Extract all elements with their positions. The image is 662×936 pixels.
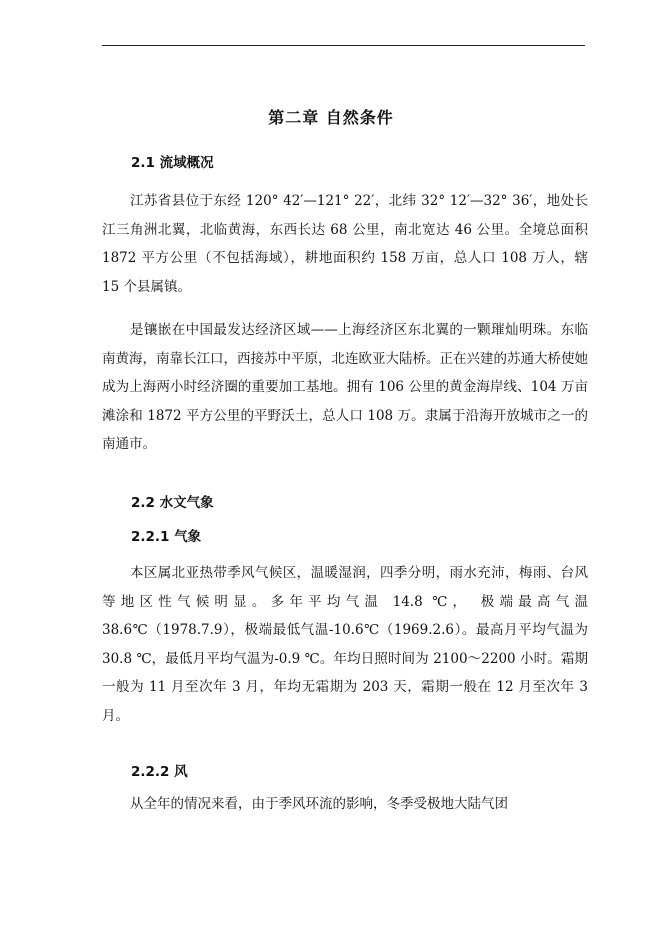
section-heading-2-2: 2.2 水文气象 [131, 495, 214, 511]
section-heading-2-2-2: 2.2.2 风 [131, 764, 188, 780]
header-rule [102, 45, 585, 46]
section-heading-2-2-1: 2.2.1 气象 [131, 529, 202, 545]
paragraph-location: 江苏省县位于东经 120° 42′—121° 22′，北纬 32° 12′—32° 36′，地处长江三角洲北翼，北临黄海，东西长达 68 公里，南北宽达 46 公里。全境总面积 1872 平方公里（不包括海域），耕地面积约 158 万亩，总人口 108 万人，辖 15 个县属镇。 [102, 193, 588, 295]
section-heading-2-1: 2.1 流域概况 [131, 155, 214, 171]
paragraph-climate: 本区属北亚热带季风气候区，温暖湿润，四季分明，雨水充沛，梅雨、台风等地区性气候明显。多年平均气温 14.8 ℃， 极端最高气温 38.6℃（1978.7.9），极端最低气温-10.6℃（1969.2.6）。最高月平均气温为 30.8 ℃，最低月平均气温为-0.9 ℃。年均日照时间为 2100～2200 小时。霜期一般为 11 月至次年 3 月，年均无霜期为 203 天，霜期一般在 12 月至次年 3 月。 [102, 565, 588, 724]
paragraph-economy: 是镶嵌在中国最发达经济区域——上海经济区东北翼的一颗璀灿明珠。东临南黄海，南靠长江口，西接苏中平原，北连欧亚大陆桥。正在兴建的苏通大桥使她成为上海两小时经济圈的重要加工基地。拥有 106 公里的黄金海岸线、104 万亩滩涂和 1872 平方公里的平野沃土，总人口 108 万。隶属于沿海开放城市之一的南通市。 [102, 322, 588, 452]
paragraph-wind: 从全年的情况来看，由于季风环流的影响，冬季受极地大陆气团 [130, 796, 508, 812]
chapter-title: 第二章 自然条件 [268, 108, 394, 127]
